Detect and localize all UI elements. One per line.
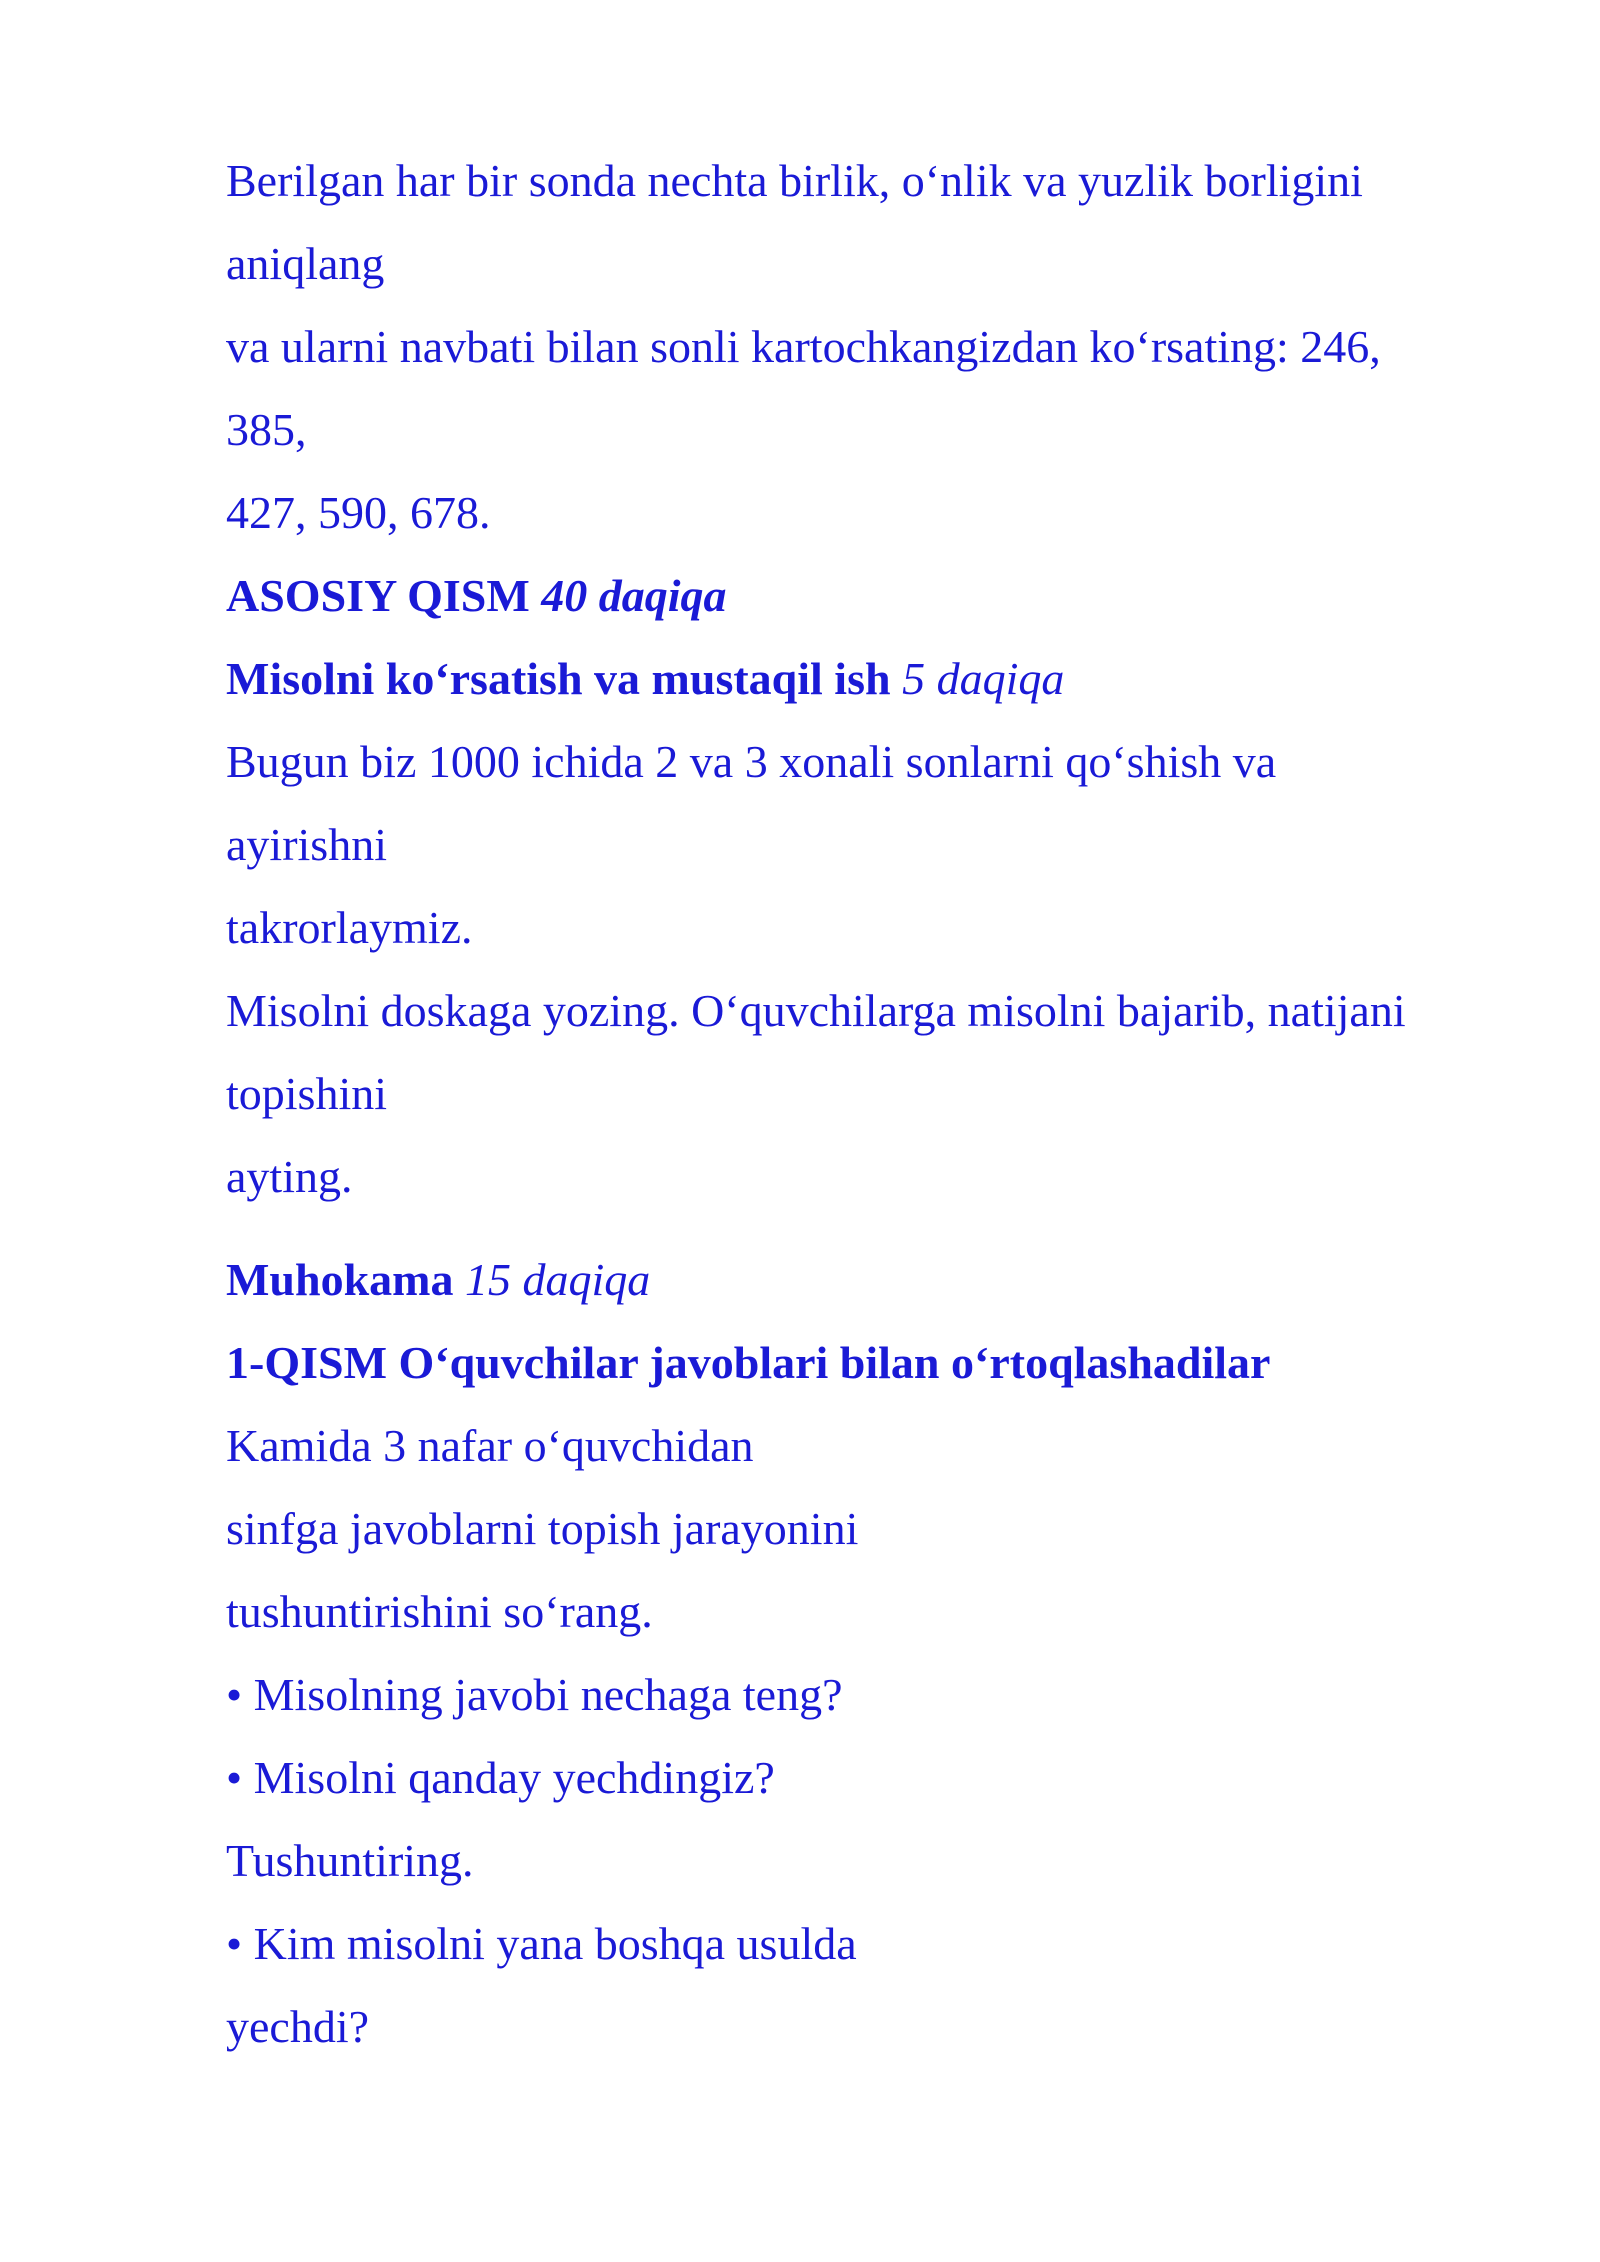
discussion-line-2: sinfga javoblarni topish jarayonini xyxy=(226,1503,859,1554)
example-line-5: topishini xyxy=(226,1068,388,1119)
intro-line-3: va ularni navbati bilan sonli kartochkangizdan ko‘rsating: 246, xyxy=(226,321,1381,372)
discussion-line-4: Tushuntiring. xyxy=(226,1835,474,1886)
discussion-line-1: Kamida 3 nafar o‘quvchidan xyxy=(226,1420,754,1471)
example-line-4: Misolni doskaga yozing. O‘quvchilarga misolni bajarib, natijani xyxy=(226,985,1406,1036)
discussion-duration: 15 daqiqa xyxy=(464,1254,651,1305)
discussion-bullet-3: • Kim misolni yana boshqa usulda xyxy=(226,1918,857,1969)
example-line-3: takrorlaymiz. xyxy=(226,902,473,953)
example-section-heading-row xyxy=(226,637,1486,720)
example-line-1: Bugun biz 1000 ichida 2 va 3 xonali sonlarni qo‘shish va xyxy=(226,736,1277,787)
main-part-heading: ASOSIY QISM xyxy=(226,570,530,621)
intro-line-4: 385, xyxy=(226,404,307,455)
discussion-heading: Muhokama xyxy=(226,1254,454,1305)
example-section-duration: 5 daqiqa xyxy=(902,653,1065,704)
discussion-heading-row xyxy=(226,1238,1486,1321)
intro-line-5: 427, 590, 678. xyxy=(226,487,491,538)
discussion-bullet-1: • Misolning javobi nechaga teng? xyxy=(226,1669,843,1720)
main-part-duration: 40 daqiqa xyxy=(541,570,727,621)
example-line-6: ayting. xyxy=(226,1151,353,1202)
document-body xyxy=(226,139,1486,2068)
example-section-heading: Misolni ko‘rsatish va mustaqil ish xyxy=(226,653,891,704)
discussion-line-5: yechdi? xyxy=(226,2001,370,2052)
intro-line-1: Berilgan har bir sonda nechta birlik, o‘nlik va yuzlik borligini xyxy=(226,155,1363,206)
example-line-2: ayirishni xyxy=(226,819,387,870)
main-part-heading-row xyxy=(226,554,1486,637)
discussion-part-heading: 1-QISM O‘quvchilar javoblari bilan o‘rtoqlashadilar xyxy=(226,1337,1271,1388)
discussion-line-3: tushuntirishini so‘rang. xyxy=(226,1586,653,1637)
discussion-bullet-2: • Misolni qanday yechdingiz? xyxy=(226,1752,775,1803)
intro-line-2: aniqlang xyxy=(226,238,385,289)
